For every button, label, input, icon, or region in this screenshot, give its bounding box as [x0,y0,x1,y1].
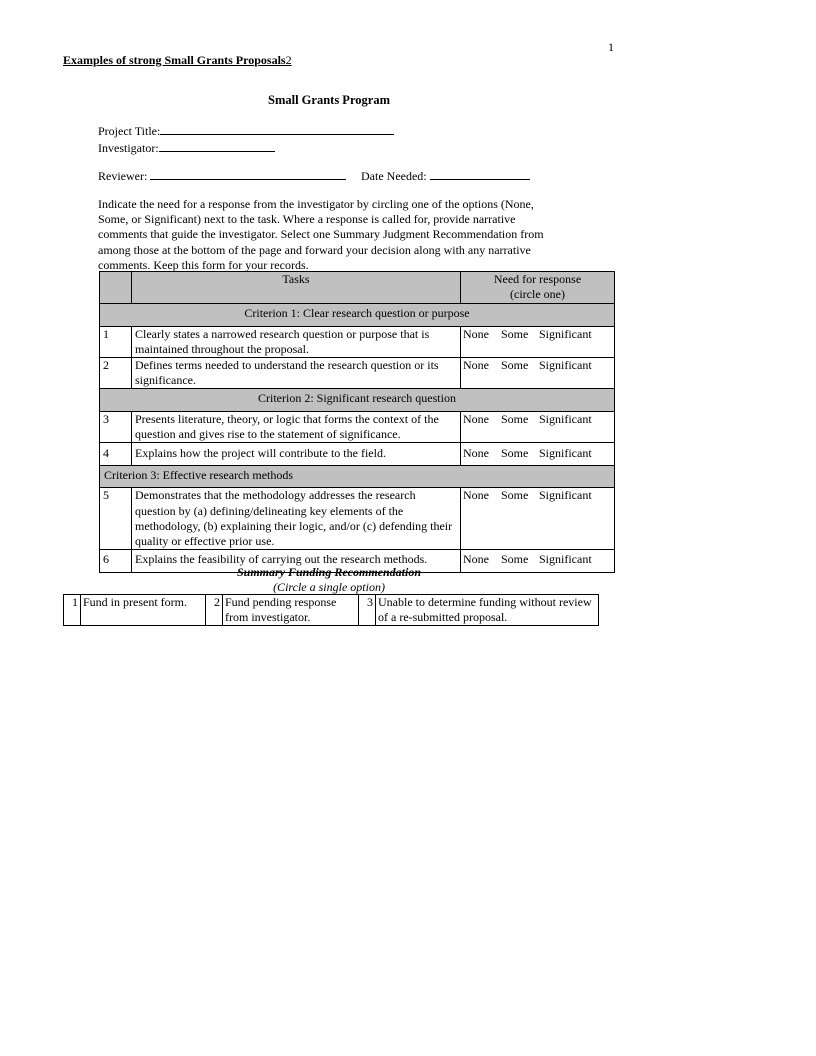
criterion-row [100,304,615,326]
row-task: Explains the feasibility of carrying out the research methods. [132,550,461,573]
response-options [461,326,615,357]
summary-subtitle: (Circle a single option) [273,580,385,594]
header-num-cell [100,272,132,304]
option-significant[interactable]: Significant [539,488,592,503]
criterion-row [100,466,615,488]
criterion-2: Criterion 2: Significant research question [100,389,615,411]
option-none[interactable]: None [463,488,489,503]
option-none[interactable]: None [463,446,489,461]
response-options [461,488,615,550]
header-response-line1: Need for response [493,272,582,286]
funding-option-num: 3 [359,595,376,626]
funding-row [64,595,599,626]
project-title-blank[interactable] [160,122,394,135]
instructions-paragraph: Indicate the need for a response from the investigator by circling one of the options (None, Some, or Significant) next to the task. Where a response is called for, provide narrative comments that guide the investigator. Select one Summary Judgment Recommendation from among those at the bottom of the page and forward your decision along with any narrative comments. Keep this form for your records. [98,197,544,272]
row-num: 4 [100,443,132,466]
option-significant[interactable]: Significant [539,446,592,461]
option-none[interactable]: None [463,358,489,373]
date-needed-label: Date Needed: [361,169,427,183]
date-needed-field [361,167,530,184]
funding-option-undetermined[interactable]: Unable to determine funding without review of a re-submitted proposal. [376,595,599,626]
response-options [461,411,615,442]
investigator-field [98,139,275,156]
project-title-field [98,122,394,139]
row-task: Explains how the project will contribute to the field. [132,443,461,466]
table-row [100,358,615,389]
row-task: Defines terms needed to understand the research question or its significance. [132,358,461,389]
table-row [100,443,615,466]
row-task: Presents literature, theory, or logic that forms the context of the question and gives rise to the statement of significance. [132,411,461,442]
response-options [461,443,615,466]
header-tasks: Tasks [132,272,461,304]
header-response [461,272,615,304]
document-heading-text: Examples of strong Small Grants Proposals [63,53,286,67]
row-num: 6 [100,550,132,573]
option-some[interactable]: Some [501,552,529,567]
date-needed-blank[interactable] [430,167,530,180]
reviewer-field [98,167,346,184]
funding-option-pending[interactable]: Fund pending response from investigator. [223,595,359,626]
option-significant[interactable]: Significant [539,411,592,426]
summary-title: Summary Funding Recommendation [236,565,422,579]
funding-options-table [63,594,599,626]
option-significant[interactable]: Significant [539,358,592,373]
table-row [100,488,615,550]
criterion-row [100,389,615,411]
option-none[interactable]: None [463,326,489,341]
tasks-table [99,271,615,573]
option-none[interactable]: None [463,552,489,567]
funding-option-num: 1 [64,595,81,626]
program-title: Small Grants Program [268,93,390,107]
criterion-1: Criterion 1: Clear research question or purpose [100,304,615,326]
row-task: Demonstrates that the methodology addresses the research question by (a) defining/delineating key elements of the methodology, (b) explaining their logic, and/or (c) defending their quality or effective prior use. [132,488,461,550]
option-some[interactable]: Some [501,358,529,373]
option-significant[interactable]: Significant [539,326,592,341]
project-title-label: Project Title: [98,124,161,138]
row-num: 5 [100,488,132,550]
table-row [100,326,615,357]
document-heading [63,53,292,68]
page-number: 1 [608,40,614,54]
footnote-marker: 2 [285,53,292,67]
option-some[interactable]: Some [501,488,529,503]
option-some[interactable]: Some [501,326,529,341]
reviewer-blank[interactable] [150,167,346,180]
table-row [100,411,615,442]
row-num: 1 [100,326,132,357]
row-num: 2 [100,358,132,389]
table-header-row [100,272,615,304]
criterion-3: Criterion 3: Effective research methods [100,466,615,488]
option-none[interactable]: None [463,411,489,426]
reviewer-label: Reviewer: [98,169,148,183]
header-response-line2: (circle one) [510,287,565,302]
investigator-label: Investigator: [98,141,159,155]
row-task: Clearly states a narrowed research question or purpose that is maintained throughout the proposal. [132,326,461,357]
row-num: 3 [100,411,132,442]
investigator-blank[interactable] [159,139,275,152]
funding-option-fund[interactable]: Fund in present form. [81,595,206,626]
funding-option-num: 2 [206,595,223,626]
option-some[interactable]: Some [501,411,529,426]
response-options [461,358,615,389]
option-some[interactable]: Some [501,446,529,461]
option-significant[interactable]: Significant [539,552,592,567]
